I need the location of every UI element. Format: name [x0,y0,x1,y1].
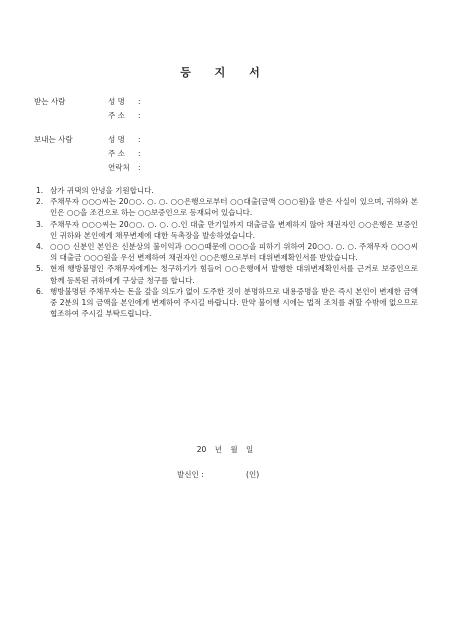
seal-mark: (인) [246,470,260,479]
list-item [36,196,418,218]
sender-name-label: 성 명 [108,135,125,144]
sender-contact-label: 연락처 [108,163,130,172]
item-text: ○○○ 신분인 본인은 신분상의 불이익과 ○○○때문에 ○○○을 피하기 위하여 20○○. ○. ○. 주채무자 ○○○씨의 대출금 ○○○원을 우선 변제하여 채권자인 ○○은행으로부터 대위변제확인서를 받았습니다. [50,242,418,263]
item-number: 4. [36,242,44,252]
item-number: 6. [36,286,44,296]
list-item [36,286,418,320]
item-number: 3. [36,219,44,229]
item-text: 주채무자 ○○○씨는 20○○. ○. ○. ○○은행으로부터 ○○대출(금액 ○○○원)을 받은 사실이 있으며, 귀하와 본인은 ○○을 조건으로 하는 ○○보증인으로 등재되어 있습니다. [50,197,418,218]
sender-address-label: 주 소 [108,149,125,158]
item-text: 주채무자 ○○○씨는 20○○. ○. ○. ○.인 대출 만기일까지 대출금을 변제하지 않아 채권자인 ○○은행은 보증인인 귀하와 본인에게 채무변제에 대한 독촉장을 발송하였습니다. [50,219,418,240]
recipient-name-label: 성 명 [108,97,125,106]
item-text: 삼가 귀댁의 안녕을 기원합니다. [50,186,154,195]
signature-line [177,469,259,480]
colon: : [138,135,141,144]
sender-signature-label: 발신인 : [177,470,204,479]
item-text: 행방불명된 주채무자는 돈을 갚을 의도가 없이 도주한 것이 분명하므로 내용증명을 받은 즉시 본인이 변제한 금액 중 2분의 1의 금액을 본인에게 변제하여 주시길 바랍니다. 만약 불이행 시에는 법적 조치를 취할 수밖에 없으므로 협조하여 주시길 부탁드립니다. [50,286,418,319]
colon: : [138,97,141,106]
list-item [36,263,418,285]
recipient-label: 받는 사람 [34,97,66,106]
colon: : [138,149,141,158]
colon: : [138,163,141,172]
item-text: 현재 행방불명인 주채무자에게는 청구하기가 힘들어 ○○은행에서 발행한 대위변제확인서를 근거로 보증인으로 함께 등록된 귀하에게 구상금 청구를 합니다. [50,264,418,285]
item-number: 1. [36,186,44,195]
list-item [36,241,418,263]
item-number: 5. [36,264,44,274]
body-items [36,185,418,319]
recipient-address-label: 주 소 [108,111,125,120]
colon: : [138,111,141,120]
date-line: 20 년 월 일 [196,445,254,454]
item-number: 2. [36,197,44,207]
sender-label: 보내는 사람 [34,135,73,144]
list-item [36,185,418,196]
list-item [36,219,418,241]
document-title: 등 지 서 [180,66,270,79]
